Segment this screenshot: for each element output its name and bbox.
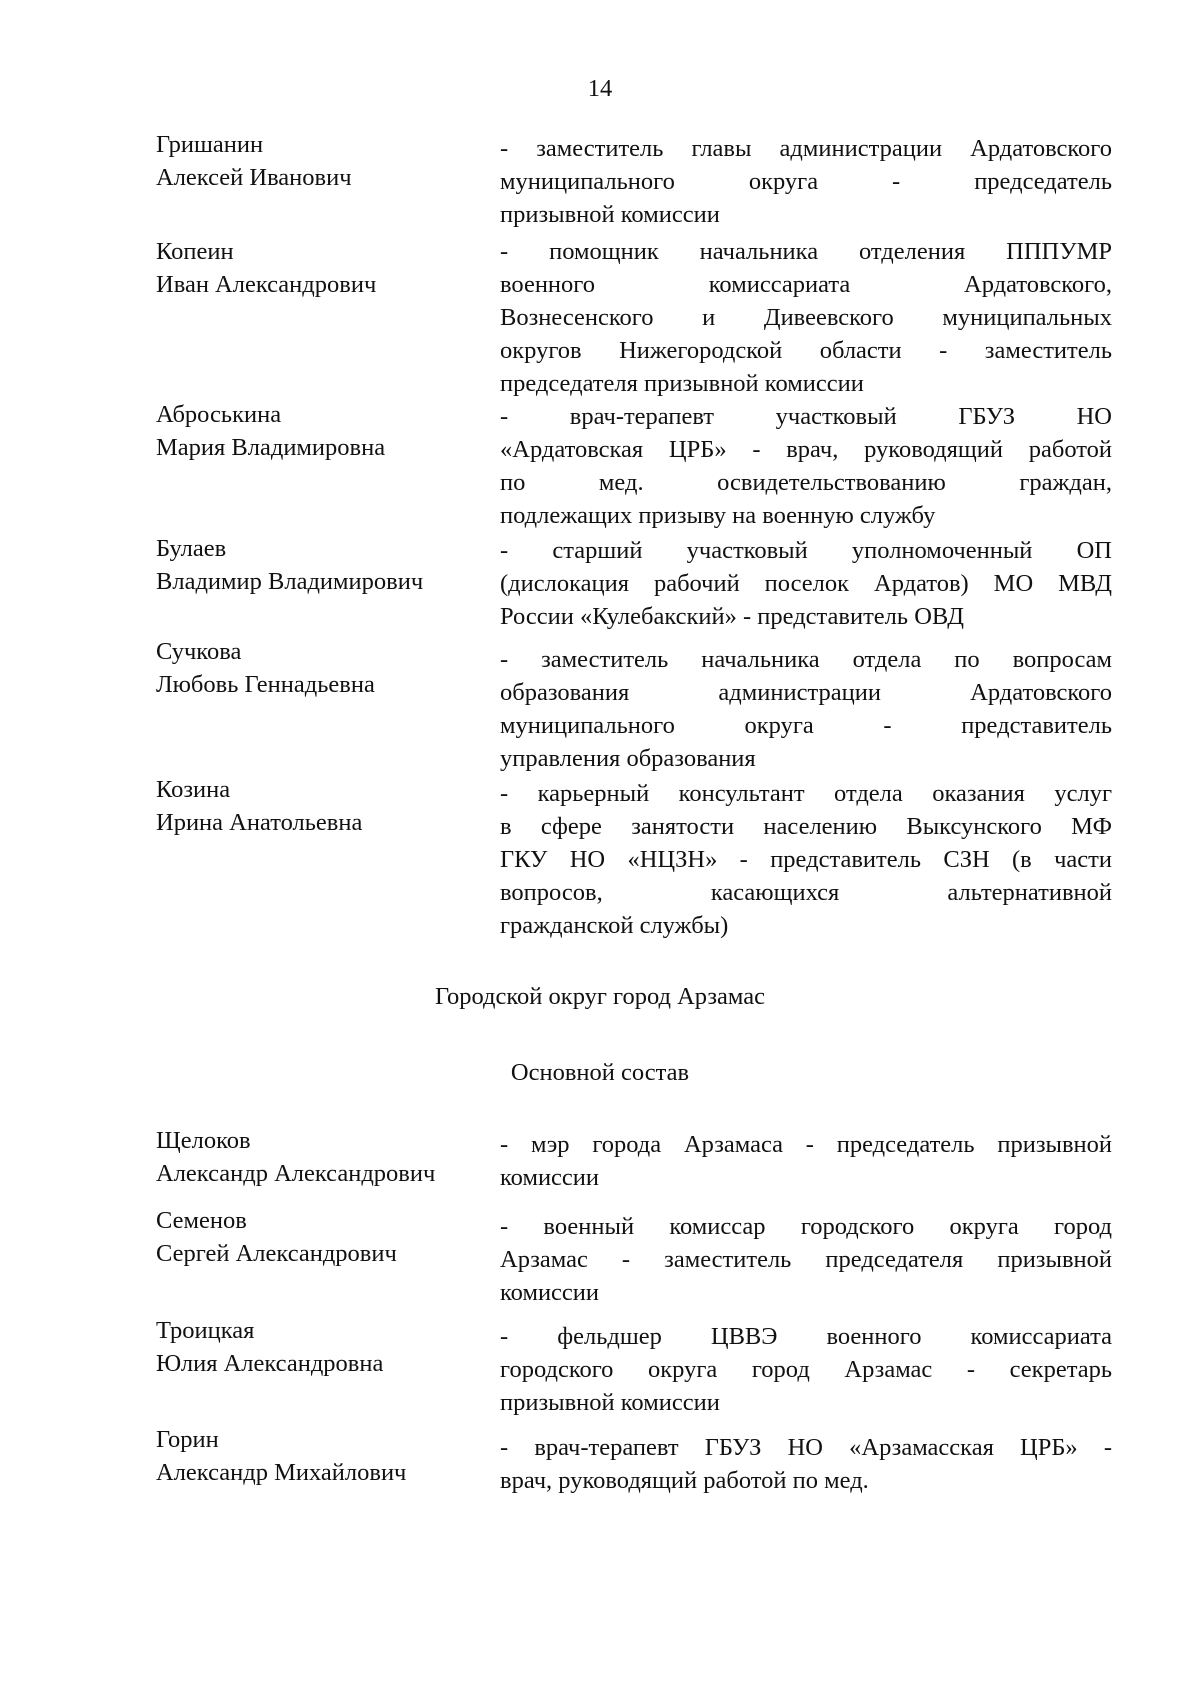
member-name [156,773,476,839]
member-given-names: Иван Александрович [156,271,377,298]
role-line: - врач-терапевт ГБУЗ НО «Арзамасская ЦРБ» - [500,1434,1112,1461]
role-line: Арзамас - заместитель председателя призывной [500,1246,1112,1273]
member-given-names: Любовь Геннадьевна [156,671,375,698]
page-number: 14 [587,75,613,102]
member-role-description [500,534,1112,633]
member-role-description [500,132,1112,231]
section-title: Городской округ город Арзамас [435,983,765,1010]
role-line: по мед. освидетельствованию граждан, [500,469,1112,496]
member-name [156,1314,476,1380]
member-name [156,398,476,464]
member-role-description [500,400,1112,532]
member-name [156,1423,476,1489]
role-line: - старший участковый уполномоченный ОП [500,537,1112,564]
member-surname: Щелоков [156,1127,251,1154]
role-line: призывной комиссии [500,1389,720,1416]
role-line: муниципального округа - представитель [500,712,1112,739]
member-name [156,635,476,701]
role-line: муниципального округа - председатель [500,168,1112,195]
role-line: - военный комиссар городского округа город [500,1213,1112,1240]
member-name [156,1204,476,1270]
member-name [156,1124,476,1190]
role-line: городского округа город Арзамас - секретарь [500,1356,1112,1383]
member-given-names: Ирина Анатольевна [156,809,363,836]
role-line: - фельдшер ЦВВЭ военного комиссариата [500,1323,1112,1350]
role-line: образования администрации Ардатовского [500,679,1112,706]
member-given-names: Мария Владимировна [156,434,386,461]
member-role-description [500,1128,1112,1194]
role-line: - врач-терапевт участковый ГБУЗ НО [500,403,1112,430]
member-given-names: Владимир Владимирович [156,568,424,595]
member-role-description [500,1431,1112,1497]
role-line: России «Кулебакский» - представитель ОВД [500,603,965,630]
role-line: комиссии [500,1279,600,1306]
role-line: - мэр города Арзамаса - председатель призывной [500,1131,1112,1158]
member-surname: Аброськина [156,401,282,428]
member-role-description [500,1320,1112,1419]
role-line: управления образования [500,745,756,772]
member-given-names: Александр Александрович [156,1160,436,1187]
role-line: врач, руководящий работой по мед. [500,1467,869,1494]
role-line: комиссии [500,1164,600,1191]
member-surname: Горин [156,1426,219,1453]
member-given-names: Юлия Александровна [156,1350,384,1377]
member-role-description [500,235,1112,400]
member-surname: Гришанин [156,131,264,158]
member-given-names: Александр Михайлович [156,1459,407,1486]
role-line: - заместитель главы администрации Ардатовского [500,135,1112,162]
role-line: (дислокация рабочий поселок Ардатов) МО МВД [500,570,1112,597]
role-line: вопросов, касающихся альтернативной [500,879,1112,906]
member-name [156,532,476,598]
member-surname: Козина [156,776,231,803]
member-name [156,128,476,194]
member-role-description [500,777,1112,942]
role-line: ГКУ НО «НЦЗН» - представитель СЗН (в части [500,846,1112,873]
member-surname: Копеин [156,238,234,265]
subsection-title: Основной состав [510,1059,690,1086]
role-line: призывной комиссии [500,201,720,228]
member-surname: Сучкова [156,638,242,665]
role-line: - карьерный консультант отдела оказания услуг [500,780,1112,807]
role-line: военного комиссариата Ардатовского, [500,271,1112,298]
role-line: Вознесенского и Дивеевского муниципальных [500,304,1112,331]
role-line: гражданской службы) [500,912,729,939]
member-given-names: Алексей Иванович [156,164,352,191]
role-line: подлежащих призыву на военную службу [500,502,936,529]
role-line: председателя призывной комиссии [500,370,864,397]
member-surname: Семенов [156,1207,247,1234]
member-role-description [500,643,1112,775]
role-line: округов Нижегородской области - заместитель [500,337,1112,364]
member-surname: Булаев [156,535,227,562]
role-line: «Ардатовская ЦРБ» - врач, руководящий работой [500,436,1112,463]
role-line: - заместитель начальника отдела по вопросам [500,646,1112,673]
member-surname: Троицкая [156,1317,255,1344]
member-given-names: Сергей Александрович [156,1240,397,1267]
member-name [156,235,476,301]
role-line: в сфере занятости населению Выксунского МФ [500,813,1112,840]
role-line: - помощник начальника отделения ПППУМР [500,238,1112,265]
member-role-description [500,1210,1112,1309]
